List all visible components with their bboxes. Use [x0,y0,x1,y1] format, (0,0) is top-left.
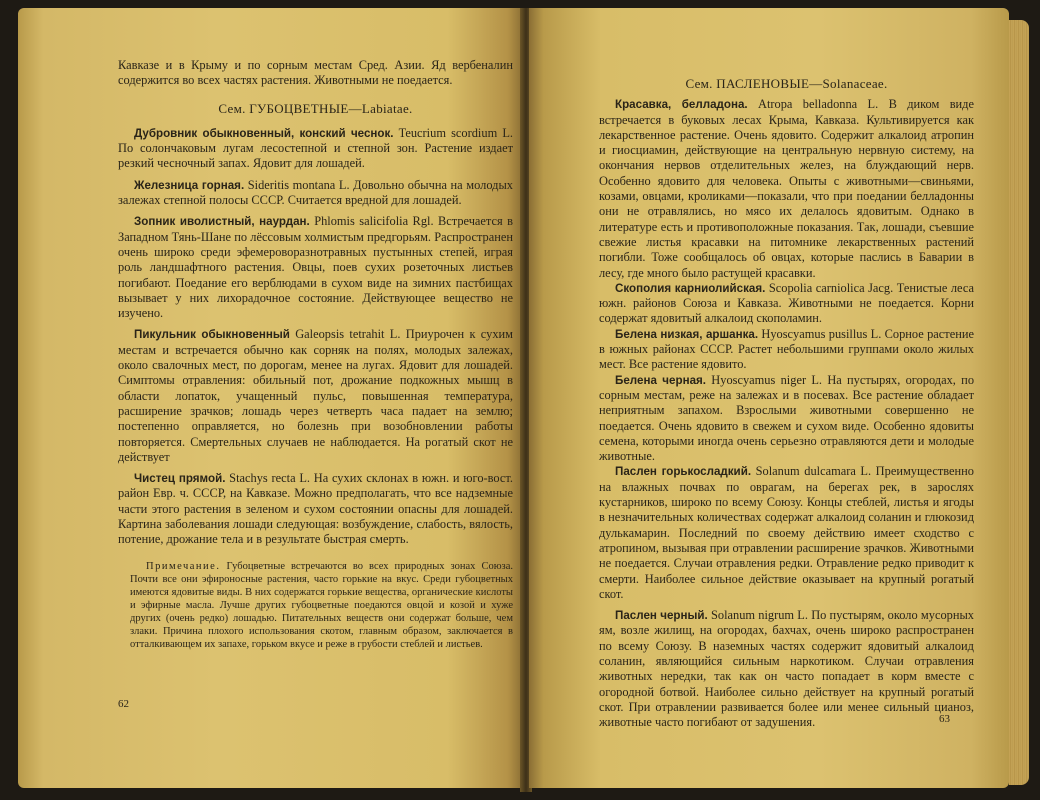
right-page-text [599,76,974,730]
entry [599,281,974,327]
entry [599,97,974,281]
entry-text: Solanum dulcamara L. Преимущественно на влажных почвах по оврагам, на берегах рек, в зарослях кустарников, широко по всему Союзу. Концы стеблей, листья и ягоды в незначительных количествах содержат алкалоид соланин и глюкозид дулькамарин. Последний по своему действию имеет сходство с атропином, вызывая при отравлении расширение зрачков. Животными не поедается. Случаи отравления редки. Отравление редко приводит к смерти. Наиболее сильное действие оказывает на крупный рогатый скот. [599,464,974,601]
left-page-text [118,58,513,651]
footnote [118,560,513,651]
entry-text: Sideritis montana L. Довольно обычна на молодых залежах степной полосы СССР. Считается вредной для лошадей. [118,177,513,208]
entry [599,464,974,602]
entry [599,373,974,465]
page-number: 62 [118,698,129,710]
entry-text: Phlomis salicifolia Rgl. Встречается в Западном Тянь-Шане по лёссовым холмистым предгорьям. Распространен очень широко среди эфемероворазнотравных пустынных степей, играя роль ландшафтного растения. Овцы, поев сухих розеточных листьев погибают. Поедание его верблюдами в сухом виде на зимних пастбищах вызывает у них лихорадочное состояние. Действующее вещество не изучено. [118,214,513,321]
entry-text: Hyoscyamus pusillus L. Сорное растение в южных районах СССР. Растет небольшими группами около жилых мест. Все растение ядовито. [599,326,974,372]
page-edges [1009,20,1029,785]
entry-text: Teucrium scordium L. По солончаковым лугам лесостепной и степной зон. Растение издает резкий чесночный запах. Ядовит для лошадей. [118,125,513,171]
entry-title: Скополия карниолийская. [615,281,766,295]
entry-text: Galeopsis tetrahit L. Приурочен к сухим местам и встречается обычно как сорняк на полях, молодых залежах, около свалочных мест, по дорогам, менее на лугах. Ядовит для лошадей. Симптомы отравления: обильный пот, дрожание подкожных мышц в области лопаток, учащенный пульс, повышенная температура, расширение зрачков; лошадь через четверть часа падает на землю; постепенно оправляется, но болезнь при возобновлении работы повторяется. Смертельных случаев не наблюдается. На рогатый скот не действует [118,327,513,464]
entry [599,327,974,373]
entry-title: Белена низкая, аршанка. [615,327,759,341]
entry-text: Solanum nigrum L. По пустырям, около мусорных ям, возле жилищ, на огородах, бахчах, очень широко распространен по всему Союзу. В наземных частях содержит ядовитый алкалоид соланин, являющийся сильным наркотиком. Случаи отравления животных нередки, так как он часто попадает в корм вместе с огородной ботвой. Наиболее сильно действует на крупный рогатый скот. При отравлении развивается более или менее сильный цианоз, животные часто погибают от задушения. [599,608,974,730]
entry-title: Пикульник обыкновенный [134,328,290,342]
entry-title: Паслен черный. [615,609,708,623]
intro-paragraph: Кавказе и в Крыму и по сорным местам Сред. Азии. Яд вербеналин содержится во всех частях растения. Животными не поедается. [118,58,513,88]
entry [118,471,513,547]
entry-title: Железница горная. [134,178,245,192]
footnote-text: Губоцветные встречаются во всех природных зонах Союза. Почти все они эфироносные растения, часто горькие на вкус. Среди губоцветных имеются ядовитые виды. В них содержатся горькие вещества, органические кислоты и эфирные масла. Лучше других губоцветные поедаются овцой и козой и хуже других (очень редко) лошадью. Питательных веществ они содержат больше, чем злаки. Причина плохого использования скотом, главным образом, заключается в отталкивающем их запахе, горьком вкусе и реже в грубости стеблей и листьев. [130,560,513,650]
entry-title: Белена черная. [615,373,707,387]
left-page [18,8,523,788]
entry-title: Зопник иволистный, наурдан. [134,215,310,229]
page-number: 63 [939,713,950,725]
entry-text: Atropa belladonna L. В диком виде встречается в буковых лесах Крыма, Кавказа. Культивируется как лекарственное растение. Очень ядовито. Содержит алкалоид атропин и гиосциамин, действующие на центральную нервную систему, на окончания нервов отделительных желез, на блуждающий нерв. Особенно ядовито для человека. Опыты с животными—свиньями, козами, овцами, кроликами—показали, что при поедании белладонны они не отравлялись, но мясо их делалось ядовитым. Однако в литературе есть и противоположные показания. Так, лошади, съевшие свежие листья красавки на питомнике лекарственных растений погибли. Тоже сообщалось об овцах, которые паслись в Баварии в лесу, где много было растущей красавки. [599,97,974,280]
entry [118,327,513,465]
entry [118,178,513,209]
entry-title: Красавка, белладона. [615,98,748,112]
entry [118,214,513,321]
entry [118,126,513,172]
family-heading: Сем. ПАСЛЕНОВЫЕ—Solanaceae. [685,76,888,91]
right-page [529,8,1009,788]
entry-title: Дубровник обыкновенный, конский чеснок. [134,126,394,140]
open-book [8,8,1032,792]
footnote-label: Примечание. [146,560,221,572]
entry-text: Scopolia carniolica Jacg. Тенистые леса южн. районов Союза и Кавказа. Животными не поедается. Корни содержат ядовитый алкалоид скополамин. [599,280,975,326]
entry-text: Stachys recta L. На сухих склонах в южн. и юго-вост. район Евр. ч. СССР, на Кавказе. Можно предполагать, что все надземные части этого растения в зеленом и сухом состоянии опасны для лошадей. Картина заболевания лошади следующая: возбуждение, слабость, вялость, потение, дрожание тела и в результате быстрая смерть. [118,471,513,547]
family-heading: Сем. ГУБОЦВЕТНЫЕ—Labiatae. [218,100,413,116]
entry [599,608,974,730]
entry-title: Паслен горькосладкий. [615,465,752,479]
entry-title: Чистец прямой. [134,472,226,486]
entry-text: Hyoscyamus niger L. На пустырях, огородах, по сорным местам, реже на залежах и в посевах. Все растение обладает неприятным запахом. Взрослыми животными совершенно не поедается. Очень ядовито в свежем и сухом виде. Особенно ядовиты семена, которыми иногда очень серьезно отравляются дети и молодые животные. [599,372,975,464]
